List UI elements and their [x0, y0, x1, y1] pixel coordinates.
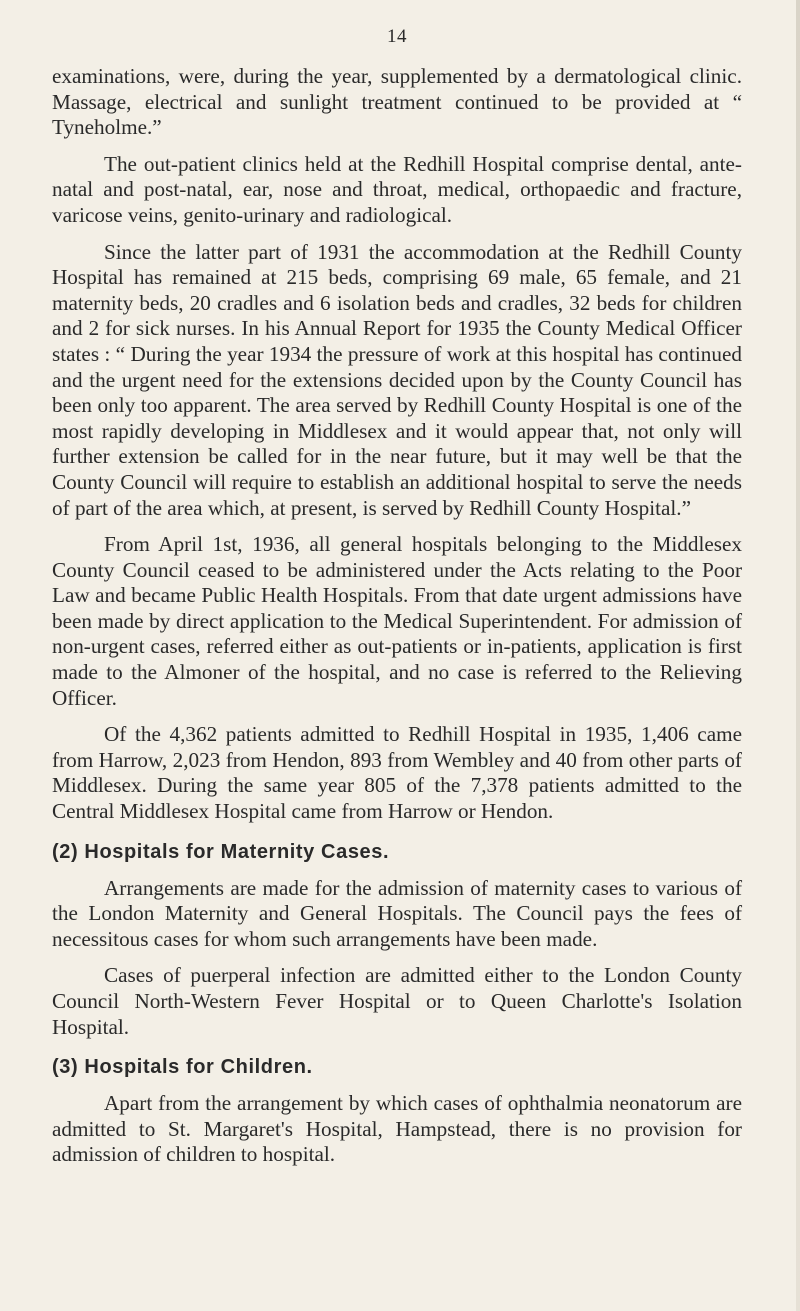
document-page: [52, 0, 742, 1179]
paragraph-public-health-hospitals: From April 1st, 1936, all general hospitals belonging to the Middlesex County Council ceased to be administered under the Acts relating to the Poor Law and became Public Health Hospitals. From that date urgent admissions have been made by direct application to the Medical Superintendent. For admission of non-urgent cases, referred either as out-patients or in-patients, application is first made to the Almoner of the hospital, and no case is referred to the Relieving Officer.: [52, 532, 742, 710]
paragraph-out-patient-clinics: The out-patient clinics held at the Redhill Hospital comprise dental, ante-natal and post-natal, ear, nose and throat, medical, orthopaedic and fracture, varicose veins, genito-urinary and radiological.: [52, 151, 742, 227]
paragraph-maternity-arrangements: Arrangements are made for the admission of maternity cases to various of the London Maternity and General Hospitals. The Council pays the fees of necessitous cases for whom such arrangements have been made.: [52, 875, 742, 951]
paragraph-patients-admitted: Of the 4,362 patients admitted to Redhill Hospital in 1935, 1,406 came from Harrow, 2,023 from Hendon, 893 from Wembley and 40 from other parts of Middlesex. During the same year 805 of the 7,378 patients admitted to the Central Middlesex Hospital came from Harrow or Hendon.: [52, 722, 742, 824]
paragraph-puerperal-infection: Cases of puerperal infection are admitted either to the London County Council North-Western Fever Hospital or to Queen Charlotte's Isolation Hospital.: [52, 963, 742, 1039]
heading-maternity-cases: (2) Hospitals for Maternity Cases.: [52, 840, 390, 863]
paragraph-dermatological-clinic: examinations, were, during the year, supplemented by a dermatological clinic. Massage, electrical and sunlight treatment continued to be provided at “ Tyneholme.”: [52, 64, 742, 140]
paragraph-accommodation: Since the latter part of 1931 the accommodation at the Redhill County Hospital has remained at 215 beds, comprising 69 male, 65 female, and 21 maternity beds, 20 cradles and 6 isolation beds and cradles, 32 beds for children and 2 for sick nurses. In his Annual Report for 1935 the County Medical Officer states : “ During the year 1934 the pressure of work at this hospital has continued and the urgent need for the extensions decided upon by the County Council has been only too apparent. The area served by Redhill County Hospital is one of the most rapidly developing in Middlesex and it would appear that, not only will further extension be called for in the near future, but it may well be that the County Council will require to establish an additional hospital to serve the needs of part of the area which, at present, is served by Redhill County Hospital.”: [52, 239, 742, 520]
page-edge: [796, 0, 800, 1311]
page-number: 14: [387, 26, 407, 47]
paragraph-children-provision: Apart from the arrangement by which cases of ophthalmia neonatorum are admitted to St. Margaret's Hospital, Hampstead, there is no provision for admission of children to hospital.: [52, 1091, 742, 1167]
heading-hospitals-for-children: (3) Hospitals for Children.: [52, 1056, 313, 1079]
